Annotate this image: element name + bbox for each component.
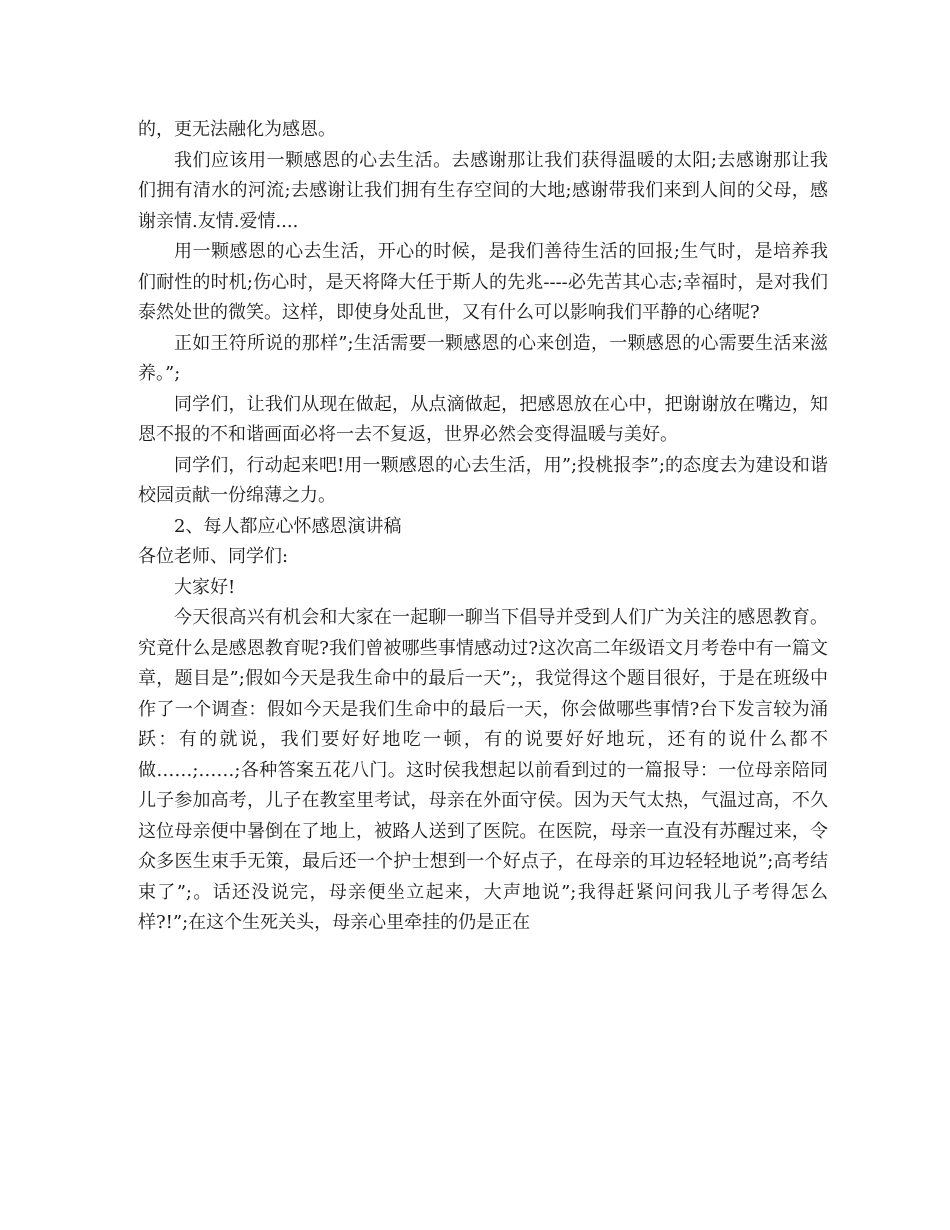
greeting: 大家好! <box>174 576 236 598</box>
paragraph: 同学们，让我们从现在做起，从点滴做起，把感恩放在心中，把谢谢放在嘴边，知恩不报的不和谐画面必将一去不复返，世界必然会变得温暖与美好。 <box>138 393 828 445</box>
salutation: 各位老师、同学们: <box>138 546 289 567</box>
paragraph: 我们应该用一颗感恩的心去生活。去感谢那让我们获得温暖的太阳;去感谢那让我们拥有清水的河流;去感谢让我们拥有生存空间的大地;感谢带我们来到人间的父母，感谢亲情.友情.爱情.... <box>138 149 828 232</box>
paragraph: 用一颗感恩的心去生活，开心的时候，是我们善待生活的回报;生气时，是培养我们耐性的时机;伤心时，是天将降大任于斯人的先兆----必先苦其心志;幸福时，是对我们泰然处世的微笑。这样，即使身处乱世，又有什么可以影响我们平静的心绪呢? <box>138 241 828 323</box>
section-heading: 2、每人都应心怀感恩演讲稿 <box>174 515 402 537</box>
paragraph: 今天很高兴有机会和大家在一起聊一聊当下倡导并受到人们广为关注的感恩教育。究竟什么是感恩教育呢?我们曾被哪些事情感动过?这次高二年级语文月考卷中有一篇文章，题目是”;假如今天是我生命中的最后一天”;，我觉得这个题目很好，于是在班级中作了一个调查：假如今天是我们生命中的最后一天，你会做哪些事情?台下发言较为涌跃：有的就说，我们要好好地吃一顿，有的说要好好地玩，还有的说什么都不做……;……;各种答案五花八门。这时侯我想起以前看到过的一篇报导：一位母亲陪同儿子参加高考，儿子在教室里考试，母亲在外面守侯。因为天气太热，气温过高，不久这位母亲便中暑倒在了地上，被路人送到了医院。在医院，母亲一直没有苏醒过来，令众多医生束手无策，最后还一个护士想到一个好点子，在母亲的耳边轻轻地说”;高考结束了”;。话还没说完，母亲便坐立起来，大声地说”;我得赶紧问问我儿子考得怎么样?!”;在这个生死关头，母亲心里牵挂的仍是正在 <box>138 607 828 933</box>
paragraph: 正如王符所说的那样”;生活需要一颗感恩的心来创造，一颗感恩的心需要生活来滋养。”; <box>138 332 828 384</box>
paragraph: 同学们，行动起来吧!用一颗感恩的心去生活，用”;投桃报李”;的态度去为建设和谐校园贡献一份绵薄之力。 <box>138 454 828 506</box>
document-page <box>138 115 828 939</box>
paragraph: 的，更无法融化为感恩。 <box>138 119 336 140</box>
